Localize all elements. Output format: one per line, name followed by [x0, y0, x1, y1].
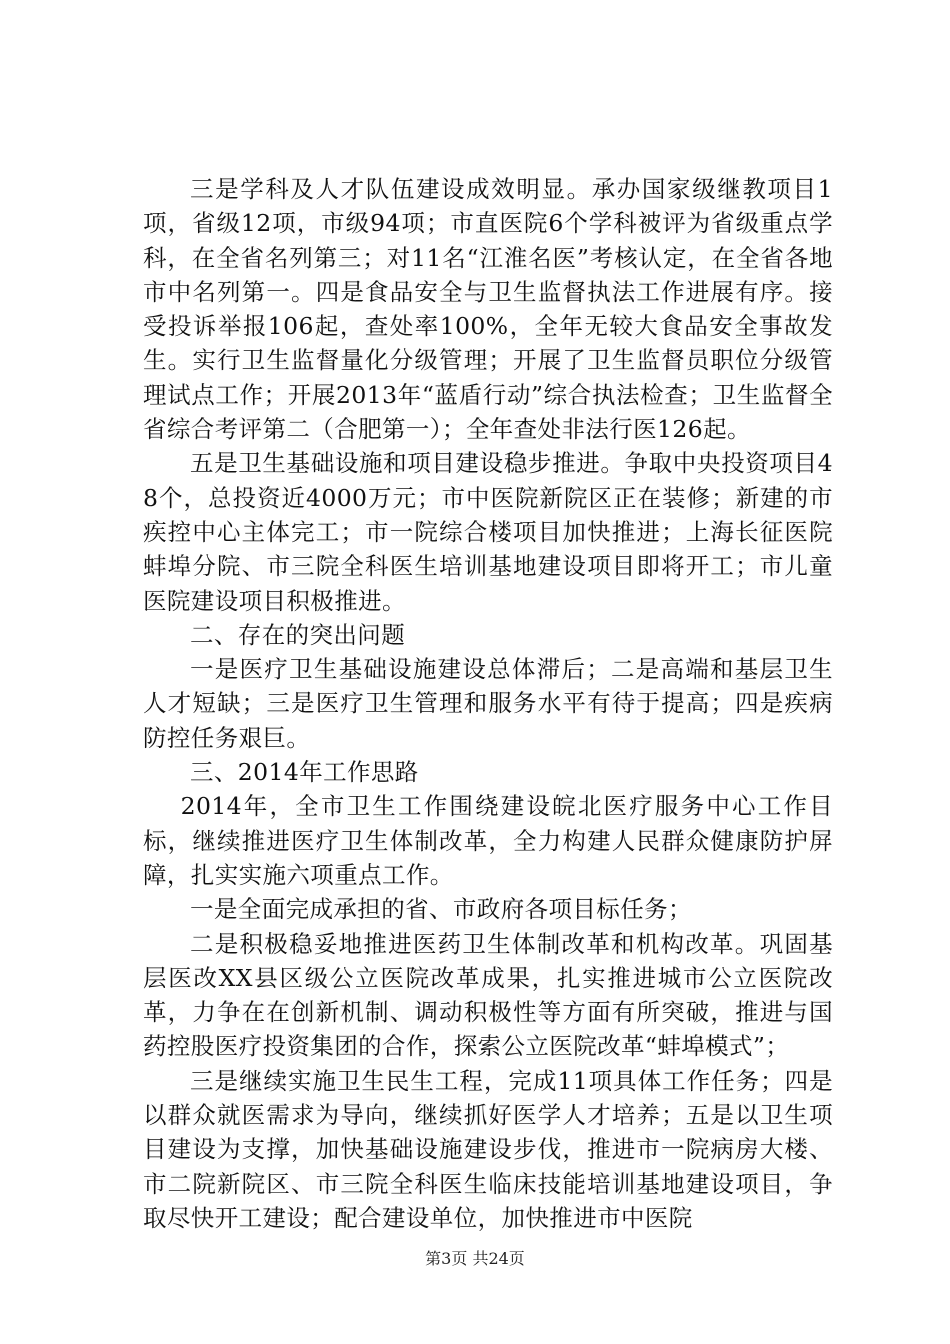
document-body	[143, 172, 833, 1235]
paragraph-task-one: 一是全面完成承担的省、市政府各项目标任务；	[190, 895, 692, 924]
page-footer	[0, 1246, 950, 1269]
paragraph-problems: 一是医疗卫生基础设施建设总体滞后；二是高端和基层卫生人才短缺；三是医疗卫生管理和服务水平有待于提高；四是疾病防控任务艰巨。	[143, 655, 833, 752]
paragraph-task-two: 二是积极稳妥地推进医药卫生体制改革和机构改革。巩固基层医改XX县区级公立医院改革成果，扎实推进城市公立医院改革，力争在在创新机制、调动积极性等方面有所突破，推进与国药控股医疗投资集团的合作，探索公立医院改革“蚌埠模式”；	[143, 929, 833, 1061]
heading-2014-plan: 三、2014年工作思路	[190, 758, 419, 787]
heading-problems: 二、存在的突出问题	[190, 620, 406, 649]
paragraph-task-three-five: 三是继续实施卫生民生工程，完成11项具体工作任务；四是以群众就医需求为导向，继续抓好医学人才培养；五是以卫生项目建设为支撑，加快基础设施建设步伐，推进市一院病房大楼、市二院新院区、市三院全科医生临床技能培训基地建设项目，争取尽快开工建设；配合建设单位，加快推进市中医院	[143, 1066, 833, 1232]
paragraph-2014-overview: 2014年，全市卫生工作围绕建设皖北医疗服务中心工作目标，继续推进医疗卫生体制改革，全力构建人民群众健康防护屏障，扎实实施六项重点工作。	[143, 792, 833, 889]
paragraph-infrastructure: 五是卫生基础设施和项目建设稳步推进。争取中央投资项目48个，总投资近4000万元；市中医院新院区正在装修；新建的市疾控中心主体完工；市一院综合楼项目加快推进；上海长征医院蚌埠分院、市三院全科医生培训基地建设项目即将开工；市儿童医院建设项目积极推进。	[143, 449, 833, 615]
paragraph-discipline-talent: 三是学科及人才队伍建设成效明显。承办国家级继教项目1项，省级12项，市级94项；市直医院6个学科被评为省级重点学科，在全省名列第三；对11名“江淮名医”考核认定，在全省各地市中名列第一。四是食品安全与卫生监督执法工作进展有序。接受投诉举报106起，查处率100%，全年无较大食品安全事故发生。实行卫生监督量化分级管理；开展了卫生监督员职位分级管理试点工作；开展2013年“蓝盾行动”综合执法检查；卫生监督全省综合考评第二（合肥第一）；全年查处非法行医126起。	[143, 175, 833, 444]
page-number: 第3页 共24页	[425, 1249, 525, 1268]
